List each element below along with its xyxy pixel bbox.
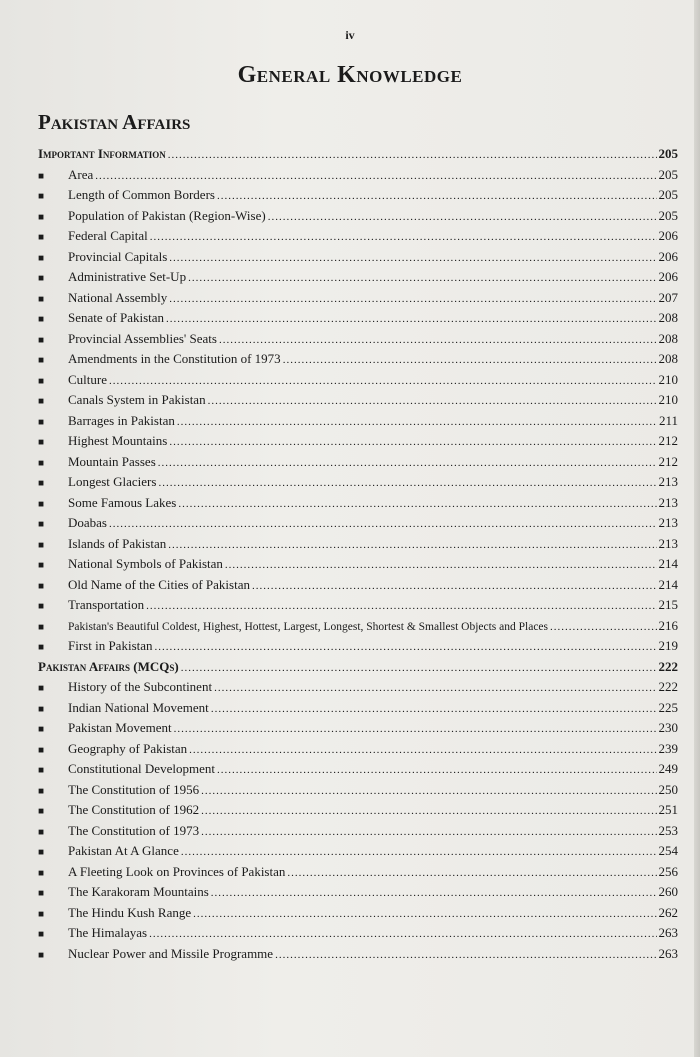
toc-entry-label: Provincial Capitals — [68, 248, 168, 264]
dot-leader — [214, 678, 656, 699]
square-bullet-icon: ■ — [38, 293, 45, 305]
dot-leader — [217, 760, 657, 781]
toc-entry-label: Barrages in Pakistan — [68, 412, 175, 428]
page-edge — [694, 0, 700, 1057]
toc-entry-label: Old Name of the Cities of Pakistan — [68, 576, 250, 592]
toc-entry — [38, 821, 678, 842]
page-number: iv — [345, 28, 355, 42]
toc-heading-label: Pakistan Affairs (MCQs) — [38, 658, 179, 674]
toc-entry — [38, 575, 678, 596]
dot-leader — [550, 617, 656, 638]
toc-entry-label: Administrative Set-Up — [68, 269, 187, 284]
toc-entry-page: 214 — [658, 556, 678, 571]
dot-leader — [166, 309, 656, 330]
dot-leader — [201, 822, 656, 843]
dot-leader — [268, 207, 657, 228]
dot-leader — [283, 350, 657, 371]
table-of-contents — [38, 144, 678, 964]
dot-leader — [193, 904, 656, 925]
dot-leader — [181, 842, 657, 863]
square-bullet-icon: ■ — [38, 314, 45, 325]
square-bullet-icon: ■ — [38, 560, 45, 571]
square-bullet-icon: ■ — [38, 683, 45, 694]
toc-entry-label: Geography of Pakistan — [68, 740, 188, 756]
toc-entry-label: Canals System in Pakistan — [68, 392, 206, 407]
toc-entry — [38, 452, 678, 473]
toc-entry — [38, 800, 678, 821]
square-bullet-icon: ■ — [38, 867, 45, 879]
toc-entry-page: 207 — [658, 289, 678, 305]
toc-entry — [38, 759, 678, 780]
square-bullet-icon: ■ — [38, 334, 45, 346]
toc-heading-page: 205 — [658, 146, 678, 161]
dot-leader — [169, 289, 656, 310]
dot-leader — [158, 473, 656, 494]
toc-entry-page: 213 — [658, 535, 678, 551]
toc-entry-page: 212 — [658, 433, 678, 448]
toc-entry — [38, 780, 678, 801]
toc-entry — [38, 267, 678, 288]
square-bullet-icon: ■ — [38, 580, 45, 592]
toc-entry-page: 253 — [658, 822, 678, 838]
toc-entry-label: Indian National Movement — [68, 699, 209, 715]
toc-entry-page: 213 — [658, 494, 678, 510]
dot-leader — [189, 740, 656, 761]
square-bullet-icon: ■ — [38, 847, 45, 858]
toc-entry — [38, 554, 678, 575]
toc-entry-label: Population of Pakistan (Region-Wise) — [68, 207, 266, 223]
square-bullet-icon: ■ — [38, 375, 45, 387]
dot-leader — [188, 268, 656, 289]
toc-entry-label: National Symbols of Pakistan — [68, 556, 223, 571]
toc-entry-label: Pakistan's Beautiful Coldest, Highest, Hottest, Largest, Longest, Shortest & Smallest Objects and Places — [68, 620, 549, 633]
toc-entry-page: 219 — [658, 638, 678, 653]
square-bullet-icon: ■ — [38, 437, 45, 448]
dot-leader — [201, 801, 656, 822]
toc-entry-page: 214 — [658, 576, 678, 592]
toc-entry — [38, 882, 678, 903]
dot-leader — [169, 248, 656, 269]
toc-entry-label: Provincial Assemblies' Seats — [68, 330, 217, 346]
toc-entry — [38, 616, 678, 637]
square-bullet-icon: ■ — [38, 929, 45, 940]
toc-entry — [38, 636, 678, 657]
toc-entry-page: 225 — [658, 699, 678, 715]
toc-entry-page: 239 — [658, 740, 678, 756]
dot-leader — [168, 145, 657, 166]
square-bullet-icon: ■ — [38, 785, 45, 797]
toc-entry-label: National Assembly — [68, 289, 168, 305]
dot-leader — [201, 781, 656, 802]
toc-entry-label: Pakistan At A Glance — [68, 843, 179, 858]
toc-heading-page: 222 — [658, 658, 678, 674]
toc-entry-page: 216 — [658, 617, 678, 633]
toc-entry — [38, 288, 678, 309]
dot-leader — [174, 719, 657, 740]
toc-entry-label: History of the Subcontinent — [68, 679, 213, 694]
square-bullet-icon: ■ — [38, 724, 45, 735]
toc-entry-page: 208 — [658, 351, 678, 366]
square-bullet-icon: ■ — [38, 888, 45, 899]
dot-leader — [146, 596, 656, 617]
square-bullet-icon: ■ — [38, 273, 45, 284]
toc-entry-page: 260 — [658, 884, 678, 899]
dot-leader — [109, 371, 657, 392]
toc-entry — [38, 349, 678, 370]
toc-entry-label: Area — [68, 166, 94, 182]
square-bullet-icon: ■ — [38, 765, 45, 776]
dot-leader — [155, 637, 657, 658]
dot-leader — [225, 555, 657, 576]
square-bullet-icon: ■ — [38, 949, 45, 961]
toc-entry-label: Pakistan Movement — [68, 720, 172, 735]
square-bullet-icon: ■ — [38, 457, 45, 469]
toc-entry-page: 210 — [658, 392, 678, 407]
toc-entry-label: The Hindu Kush Range — [68, 904, 192, 920]
square-bullet-icon: ■ — [38, 519, 45, 530]
toc-entry-page: 213 — [658, 474, 678, 489]
toc-entry-label: Longest Glaciers — [68, 474, 157, 489]
toc-entry — [38, 411, 678, 432]
toc-entry — [38, 329, 678, 350]
toc-entry-label: The Constitution of 1956 — [68, 781, 200, 797]
toc-entry-page: 208 — [658, 310, 678, 325]
toc-entry-label: First in Pakistan — [68, 638, 153, 653]
toc-entry-label: Mountain Passes — [68, 453, 156, 469]
square-bullet-icon: ■ — [38, 539, 45, 551]
toc-entry-page: 206 — [658, 269, 678, 284]
page-title: General Knowledge — [237, 62, 463, 88]
dot-leader — [217, 186, 657, 207]
toc-entry — [38, 862, 678, 883]
dot-leader — [275, 945, 656, 966]
toc-entry-label: The Constitution of 1962 — [68, 802, 200, 817]
toc-entry — [38, 226, 678, 247]
toc-entry-label: Nuclear Power and Missile Programme — [68, 945, 274, 961]
toc-entry-label: Length of Common Borders — [68, 187, 215, 202]
dot-leader — [95, 166, 656, 187]
toc-entry-label: The Constitution of 1973 — [68, 822, 200, 838]
square-bullet-icon: ■ — [38, 908, 45, 920]
toc-entry-page: 222 — [658, 679, 678, 694]
square-bullet-icon: ■ — [38, 191, 45, 202]
toc-entry — [38, 595, 678, 616]
toc-entry-page: 215 — [658, 597, 678, 612]
dot-leader — [178, 494, 656, 515]
toc-entry — [38, 903, 678, 924]
toc-entry-page: 254 — [658, 843, 678, 858]
square-bullet-icon: ■ — [38, 478, 45, 489]
toc-entry — [38, 472, 678, 493]
toc-entry — [38, 185, 678, 206]
square-bullet-icon: ■ — [38, 744, 45, 756]
toc-entry-label: A Fleeting Look on Provinces of Pakistan — [68, 863, 286, 879]
dot-leader — [208, 391, 657, 412]
section-title: Pakistan Affairs — [38, 110, 191, 134]
toc-entry-page: 262 — [658, 904, 678, 920]
toc-entry-page: 205 — [658, 207, 678, 223]
toc-entry-page: 250 — [658, 781, 678, 797]
dot-leader — [252, 576, 657, 597]
square-bullet-icon: ■ — [38, 232, 45, 243]
square-bullet-icon: ■ — [38, 621, 45, 633]
square-bullet-icon: ■ — [38, 806, 45, 817]
toc-entry-label: The Karakoram Mountains — [68, 884, 209, 899]
dot-leader — [168, 535, 656, 556]
toc-entry — [38, 944, 678, 965]
toc-entry-label: Islands of Pakistan — [68, 535, 167, 551]
square-bullet-icon: ■ — [38, 355, 45, 366]
toc-entry-page: 206 — [658, 228, 678, 243]
toc-entry-page: 208 — [658, 330, 678, 346]
square-bullet-icon: ■ — [38, 642, 45, 653]
toc-heading — [38, 144, 678, 165]
square-bullet-icon: ■ — [38, 416, 45, 428]
toc-entry-page: 206 — [658, 248, 678, 264]
toc-entry — [38, 206, 678, 227]
dot-leader — [287, 863, 656, 884]
toc-entry — [38, 677, 678, 698]
dot-leader — [219, 330, 657, 351]
toc-entry-page: 263 — [658, 925, 678, 940]
square-bullet-icon: ■ — [38, 396, 45, 407]
toc-entry-label: Senate of Pakistan — [68, 310, 165, 325]
square-bullet-icon: ■ — [38, 252, 45, 264]
dot-leader — [177, 412, 657, 433]
toc-entry-page: 205 — [658, 166, 678, 182]
toc-entry — [38, 513, 678, 534]
toc-entry — [38, 390, 678, 411]
toc-entry — [38, 165, 678, 186]
toc-entry — [38, 493, 678, 514]
dot-leader — [169, 432, 656, 453]
dot-leader — [181, 658, 657, 679]
toc-entry-page: 205 — [658, 187, 678, 202]
toc-entry-page: 263 — [658, 945, 678, 961]
toc-entry — [38, 841, 678, 862]
toc-entry-page: 210 — [658, 371, 678, 387]
toc-entry-label: Constitutional Development — [68, 761, 215, 776]
toc-entry-page: 211 — [658, 412, 678, 428]
toc-heading-label: Important Information — [38, 146, 166, 161]
toc-entry — [38, 431, 678, 452]
square-bullet-icon: ■ — [38, 498, 45, 510]
toc-entry-label: Some Famous Lakes — [68, 494, 177, 510]
toc-entry-page: 213 — [658, 515, 678, 530]
toc-entry-label: Culture — [68, 371, 107, 387]
dot-leader — [211, 699, 657, 720]
toc-entry-label: Federal Capital — [68, 228, 148, 243]
toc-entry-page: 249 — [658, 761, 678, 776]
toc-entry-label: Amendments in the Constitution of 1973 — [68, 351, 281, 366]
dot-leader — [211, 883, 657, 904]
toc-entry — [38, 718, 678, 739]
toc-entry-label: Doabas — [68, 515, 107, 530]
toc-entry-label: The Himalayas — [68, 925, 148, 940]
toc-entry — [38, 739, 678, 760]
square-bullet-icon: ■ — [38, 170, 45, 182]
toc-entry-page: 256 — [658, 863, 678, 879]
toc-entry-page: 230 — [658, 720, 678, 735]
toc-entry-label: Transportation — [68, 597, 145, 612]
toc-entry — [38, 247, 678, 268]
square-bullet-icon: ■ — [38, 826, 45, 838]
toc-entry-label: Highest Mountains — [68, 433, 168, 448]
toc-entry-page: 212 — [658, 453, 678, 469]
dot-leader — [109, 514, 657, 535]
toc-entry — [38, 698, 678, 719]
toc-entry — [38, 370, 678, 391]
toc-entry — [38, 923, 678, 944]
toc-entry-page: 251 — [658, 802, 678, 817]
toc-entry — [38, 308, 678, 329]
square-bullet-icon: ■ — [38, 703, 45, 715]
dot-leader — [158, 453, 657, 474]
square-bullet-icon: ■ — [38, 211, 45, 223]
toc-heading — [38, 657, 678, 678]
dot-leader — [150, 227, 657, 248]
toc-entry — [38, 534, 678, 555]
dot-leader — [149, 924, 656, 945]
square-bullet-icon: ■ — [38, 601, 45, 612]
